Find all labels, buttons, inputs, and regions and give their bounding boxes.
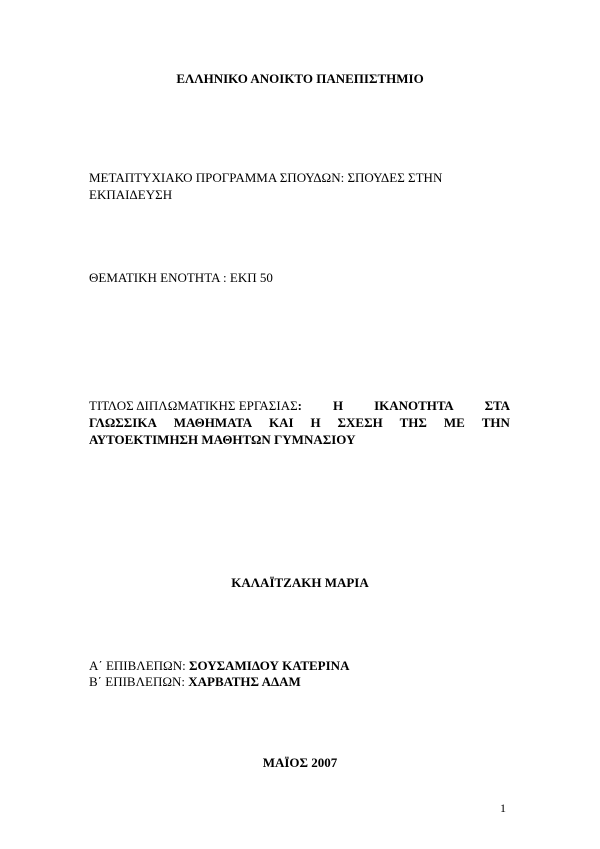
thesis-title-word: ΜΕ [443,415,465,430]
page-number: 1 [500,801,506,815]
program-line-2: ΕΚΠΑΙΔΕΥΣΗ [89,187,173,202]
thesis-title-word: ΚΑΙ [269,415,294,430]
thesis-title-line-1 [89,397,510,414]
supervisor-b-line [89,674,301,690]
supervisor-b-label: Β΄ ΕΠΙΒΛΕΠΩΝ: [89,674,189,689]
thesis-title-word: ΙΚΑΝΟΤΗΤΑ [374,398,454,413]
thesis-title-word: ΤΗΣ [399,415,427,430]
thesis-title-word: ΓΛΩΣΣΙΚΑ [89,415,157,430]
document-date: ΜΑΪΟΣ 2007 [262,755,338,770]
thesis-label: ΤΙΤΛΟΣ ΔΙΠΛΩΜΑΤΙΚΗΣ ΕΡΓΑΣΙΑΣ [89,398,298,413]
university-heading: ΕΛΛΗΝΙΚΟ ΑΝΟΙΚΤΟ ΠΑΝΕΠΙΣΤΗΜΙΟ [176,71,424,86]
thesis-title-word: ΤΗΝ [481,415,510,430]
module-line: ΘΕΜΑΤΙΚΗ ΕΝΟΤΗΤΑ : ΕΚΠ 50 [89,270,273,285]
supervisor-a-label: Α΄ ΕΠΙΒΛΕΠΩΝ: [89,658,189,673]
program-line-1: ΜΕΤΑΠΤΥΧΙΑΚΟ ΠΡΟΓΡΑΜΜΑ ΣΠΟΥΔΩΝ: ΣΠΟΥΔΕΣ ΣΤΗΝ [89,170,443,185]
thesis-title-word: ΣΧΕΣΗ [337,415,383,430]
thesis-title-word: ΜΑΘΗΜΑΤΑ [173,415,253,430]
author-name: ΚΑΛΑΪΤΖΑΚΗ ΜΑΡΙΑ [231,575,369,590]
thesis-title-line-3: ΑΥΤΟΕΚΤΙΜΗΣΗ ΜΑΘΗΤΩΝ ΓΥΜΝΑΣΙΟΥ [89,432,356,447]
supervisor-b-name: ΧΑΡΒΑΤΗΣ ΑΔΑΜ [188,674,301,689]
thesis-title-word: Η [310,415,321,430]
thesis-title-word: ΣΤΑ [484,398,510,413]
thesis-title-line-2 [89,414,510,431]
thesis-label-group [89,397,302,414]
thesis-colon: : [297,398,302,413]
supervisor-a-line [89,658,349,674]
supervisor-a-name: ΣΟΥΣΑΜΙΔΟΥ ΚΑΤΕΡΙΝΑ [188,658,350,673]
thesis-title-block [89,397,510,448]
thesis-title-word: Η [332,398,344,413]
